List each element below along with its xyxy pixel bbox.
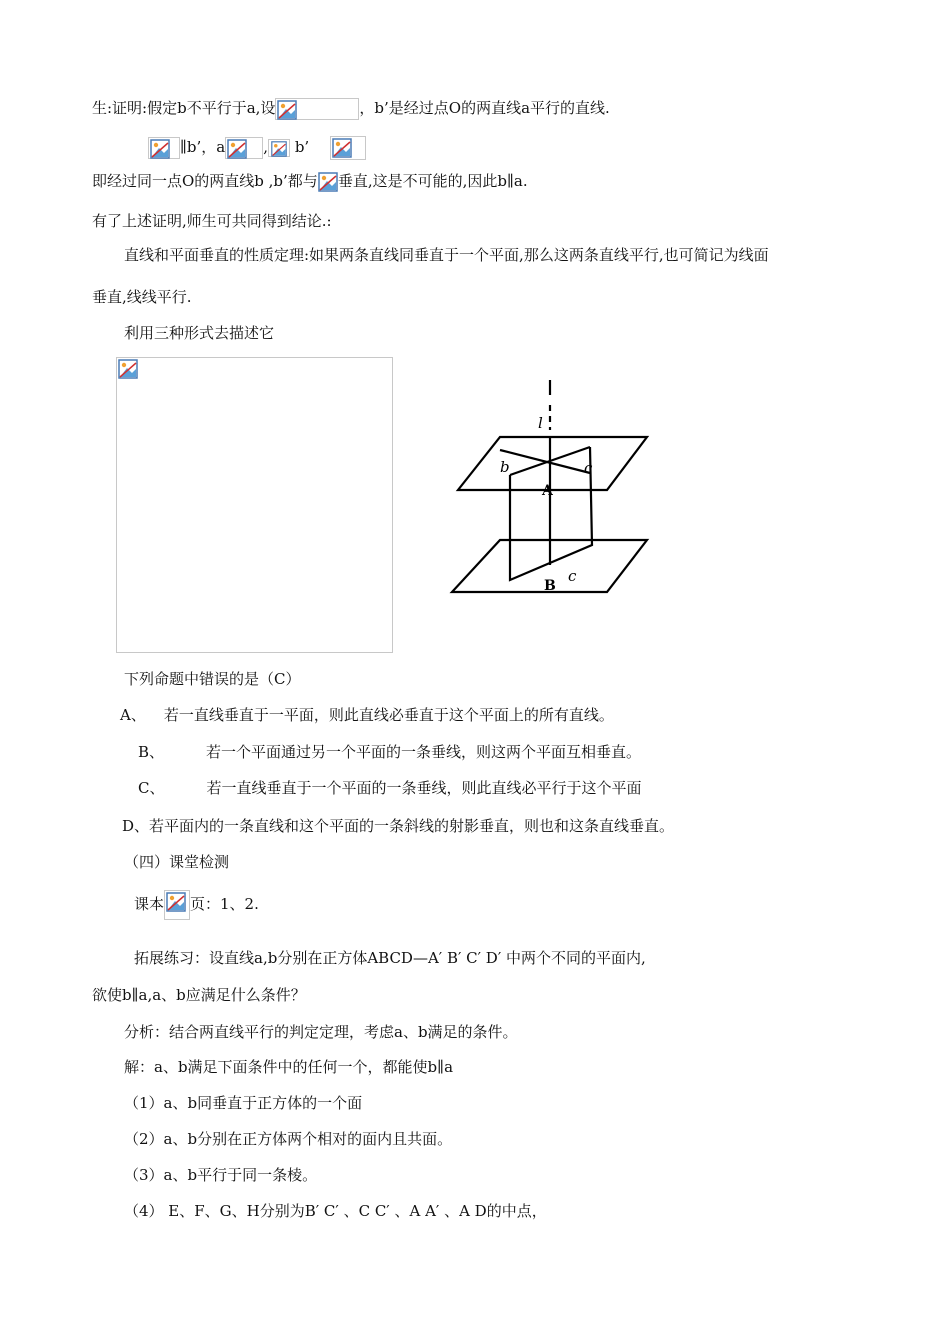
proof-line-2-text-a: ∥b’，a (180, 138, 226, 156)
section-check: （四）课堂检测 (124, 853, 230, 871)
theorem-line-2: 垂直,线线平行. (92, 288, 192, 306)
analysis-line: 分析：结合两直线平行的判定定理，考虑a、b满足的条件。 (124, 1023, 518, 1041)
label-B: B (544, 578, 556, 594)
question-stem: 下列命题中错误的是（C） (124, 670, 301, 688)
broken-image-icon (164, 890, 190, 920)
broken-image-icon (318, 172, 338, 192)
extension-line-1: 拓展练习：设直线a,b分别在正方体ABCD—A′ B′ C′ D′ 中两个不同的平面内, (134, 949, 646, 967)
option-b (138, 742, 641, 762)
condition-3: （3）a、b平行于同一条棱。 (124, 1166, 318, 1184)
option-b-label: B、 (138, 743, 165, 761)
textbook-text-b: 页：1、2. (190, 895, 259, 913)
label-b: b (500, 458, 510, 476)
extension-line-2: 欲使b∥a,a、b应满足什么条件？ (92, 986, 306, 1004)
proof-line-2-text-b: , (263, 138, 269, 156)
option-c-label: C、 (138, 779, 165, 797)
describe-line: 利用三种形式去描述它 (124, 324, 275, 342)
conclusion-intro: 有了上述证明,师生可共同得到结论.: (92, 212, 332, 230)
proof-line-3 (92, 171, 528, 192)
proof-line-1 (92, 98, 610, 120)
broken-image-icon (275, 98, 359, 120)
broken-image-icon (118, 359, 138, 379)
label-c-top: c (584, 459, 593, 477)
option-a-label: A、 (120, 706, 146, 724)
option-a (120, 705, 614, 725)
proof-line-3-text-a: 即经过同一点O的两直线b ,b’都与 (92, 172, 318, 190)
proof-line-1-text-a: 生:证明:假定b不平行于a,设 (92, 99, 276, 117)
proof-line-1-text-b: ，b’是经过点O的两直线a平行的直线. (359, 99, 610, 117)
option-c-text: 若一直线垂直于一个平面的一条垂线，则此直线必平行于这个平面 (206, 779, 642, 797)
solution-line: 解：a、b满足下面条件中的任何一个，都能使b∥a (124, 1058, 454, 1076)
condition-4: （4） E、F、G、H分别为B′ C′ 、C C′ 、A A′ 、A D的中点， (124, 1202, 547, 1220)
textbook-line (134, 890, 259, 920)
option-c (138, 778, 642, 798)
option-d: D、若平面内的一条直线和这个平面的一条斜线的射影垂直，则也和这条直线垂直。 (122, 817, 675, 835)
condition-1: （1）a、b同垂直于正方体的一个面 (124, 1094, 363, 1112)
theorem-line-1: 直线和平面垂直的性质定理:如果两条直线同垂直于一个平面,那么这两条直线平行,也可简记为线面 (124, 246, 769, 264)
broken-image-icon (225, 137, 263, 159)
label-l: l (538, 414, 543, 432)
broken-image-icon (148, 137, 180, 159)
option-a-text: 若一直线垂直于一平面，则此直线必垂直于这个平面上的所有直线。 (163, 706, 614, 724)
proof-line-2-text-c: b’ (294, 138, 310, 156)
broken-image-icon (330, 136, 366, 160)
broken-image-icon (268, 139, 290, 157)
option-b-text: 若一个平面通过另一个平面的一条垂线，则这两个平面互相垂直。 (206, 743, 642, 761)
proof-line-3-text-b: 垂直,这是不可能的,因此b∥a. (337, 172, 528, 190)
condition-2: （2）a、b分别在正方体两个相对的面内且共面。 (124, 1130, 453, 1148)
image-placeholder (116, 357, 393, 653)
perpendicular-planes-figure (440, 375, 660, 605)
label-A: A (542, 483, 553, 499)
line-b (500, 450, 590, 473)
textbook-text-a: 课本 (134, 895, 165, 913)
label-c-bottom: c (568, 567, 577, 585)
proof-line-2 (148, 136, 366, 160)
